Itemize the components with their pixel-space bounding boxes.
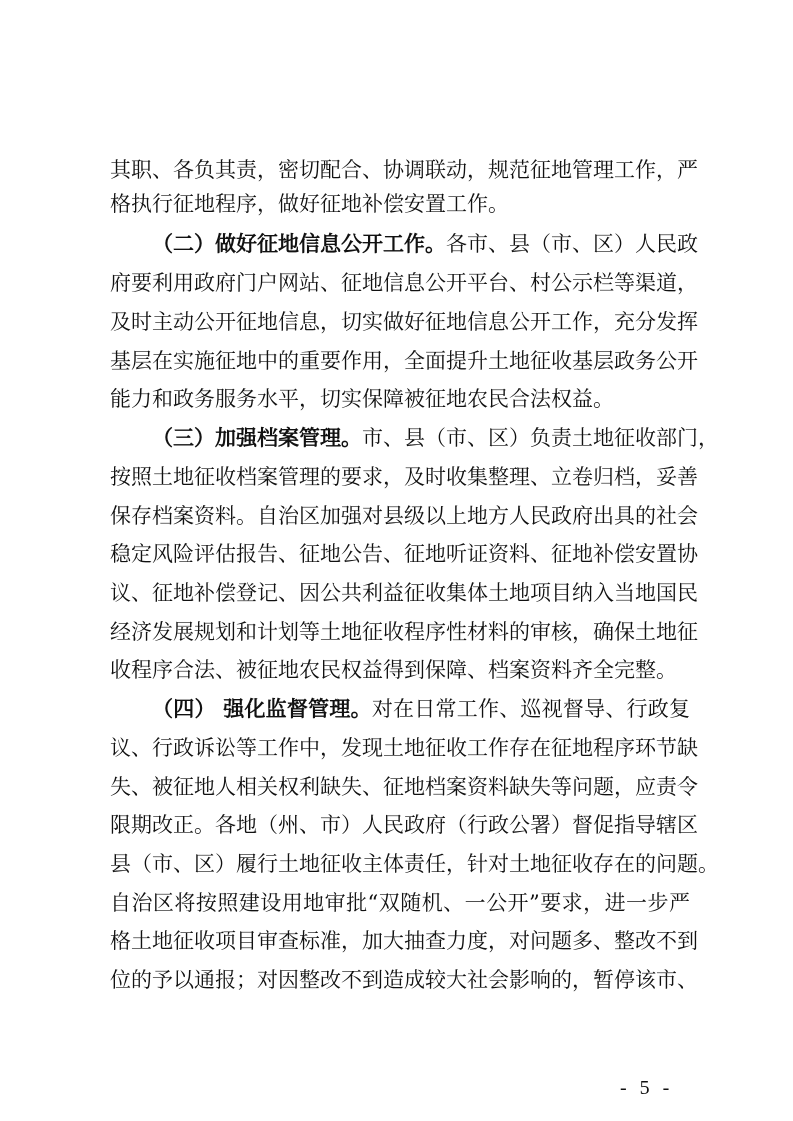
paragraph-3-line-6: 经济发展规划和计划等土地征收程序性材料的审核，确保土地征 — [110, 620, 698, 644]
paragraph-2-line-3: 及时主动公开征地信息，切实做好征地信息公开工作，充分发挥 — [110, 310, 698, 334]
paragraph-1-line-2: 格执行征地程序，做好征地补偿安置工作。 — [110, 192, 509, 216]
section-heading-2: （二）做好征地信息公开工作。 — [152, 232, 446, 256]
paragraph-3-line-5: 议、征地补偿登记、因公共利益征收集体土地项目纳入当地国民 — [110, 581, 698, 605]
paragraph-3-line-7: 收程序合法、被征地农民权益得到保障、档案资料齐全完整。 — [110, 658, 677, 682]
paragraph-3-line-2: 按照土地征收档案管理的要求，及时收集整理、立卷归档，妥善 — [110, 465, 698, 489]
section-heading-4: （四） 强化监督管理。 — [152, 697, 372, 721]
paragraph-2-line-1-text: 各市、县（市、区）人民政 — [446, 232, 698, 256]
paragraph-2-line-4: 基层在实施征地中的重要作用，全面提升土地征收基层政务公开 — [110, 349, 698, 373]
paragraph-2-line-1 — [152, 227, 698, 261]
paragraph-3-line-3: 保存档案资料。自治区加强对县级以上地方人民政府出具的社会 — [110, 504, 698, 528]
paragraph-4-line-8: 位的予以通报；对因整改不到造成较大社会影响的，暂停该市、 — [110, 968, 698, 992]
paragraph-4-line-1 — [152, 692, 690, 726]
paragraph-4-line-4: 限期改正。各地（州、市）人民政府（行政公署）督促指导辖区 — [110, 813, 698, 837]
paragraph-2-line-5: 能力和政务服务水平，切实保障被征地农民合法权益。 — [110, 387, 614, 411]
paragraph-4-line-3: 失、被征地人相关权利缺失、征地档案资料缺失等问题，应责令 — [110, 775, 698, 799]
paragraph-4-line-1-text: 对在日常工作、巡视督导、行政复 — [371, 697, 691, 721]
paragraph-1-line-1: 其职、各负其责，密切配合、协调联动，规范征地管理工作，严 — [110, 158, 698, 182]
page-number: - 5 - — [620, 1077, 674, 1099]
section-heading-3: （三）加强档案管理。 — [152, 426, 362, 450]
paragraph-4-line-5: 县（市、区）履行土地征收主体责任，针对土地征收存在的问题。 — [110, 852, 719, 876]
paragraph-3-line-1 — [152, 421, 719, 455]
paragraph-3-line-4: 稳定风险评估报告、征地公告、征地听证资料、征地补偿安置协 — [110, 542, 698, 566]
paragraph-4-line-6: 自治区将按照建设用地审批“双随机、一公开”要求，进一步严 — [110, 891, 690, 915]
paragraph-4-line-2: 议、行政诉讼等工作中，发现土地征收工作存在征地程序环节缺 — [110, 736, 698, 760]
paragraph-2-line-2: 府要利用政府门户网站、征地信息公开平台、村公示栏等渠道， — [110, 271, 698, 295]
paragraph-3-line-1-text: 市、县（市、区）负责土地征收部门， — [362, 426, 719, 450]
paragraph-4-line-7: 格土地征收项目审查标准，加大抽查力度，对问题多、整改不到 — [110, 929, 698, 953]
